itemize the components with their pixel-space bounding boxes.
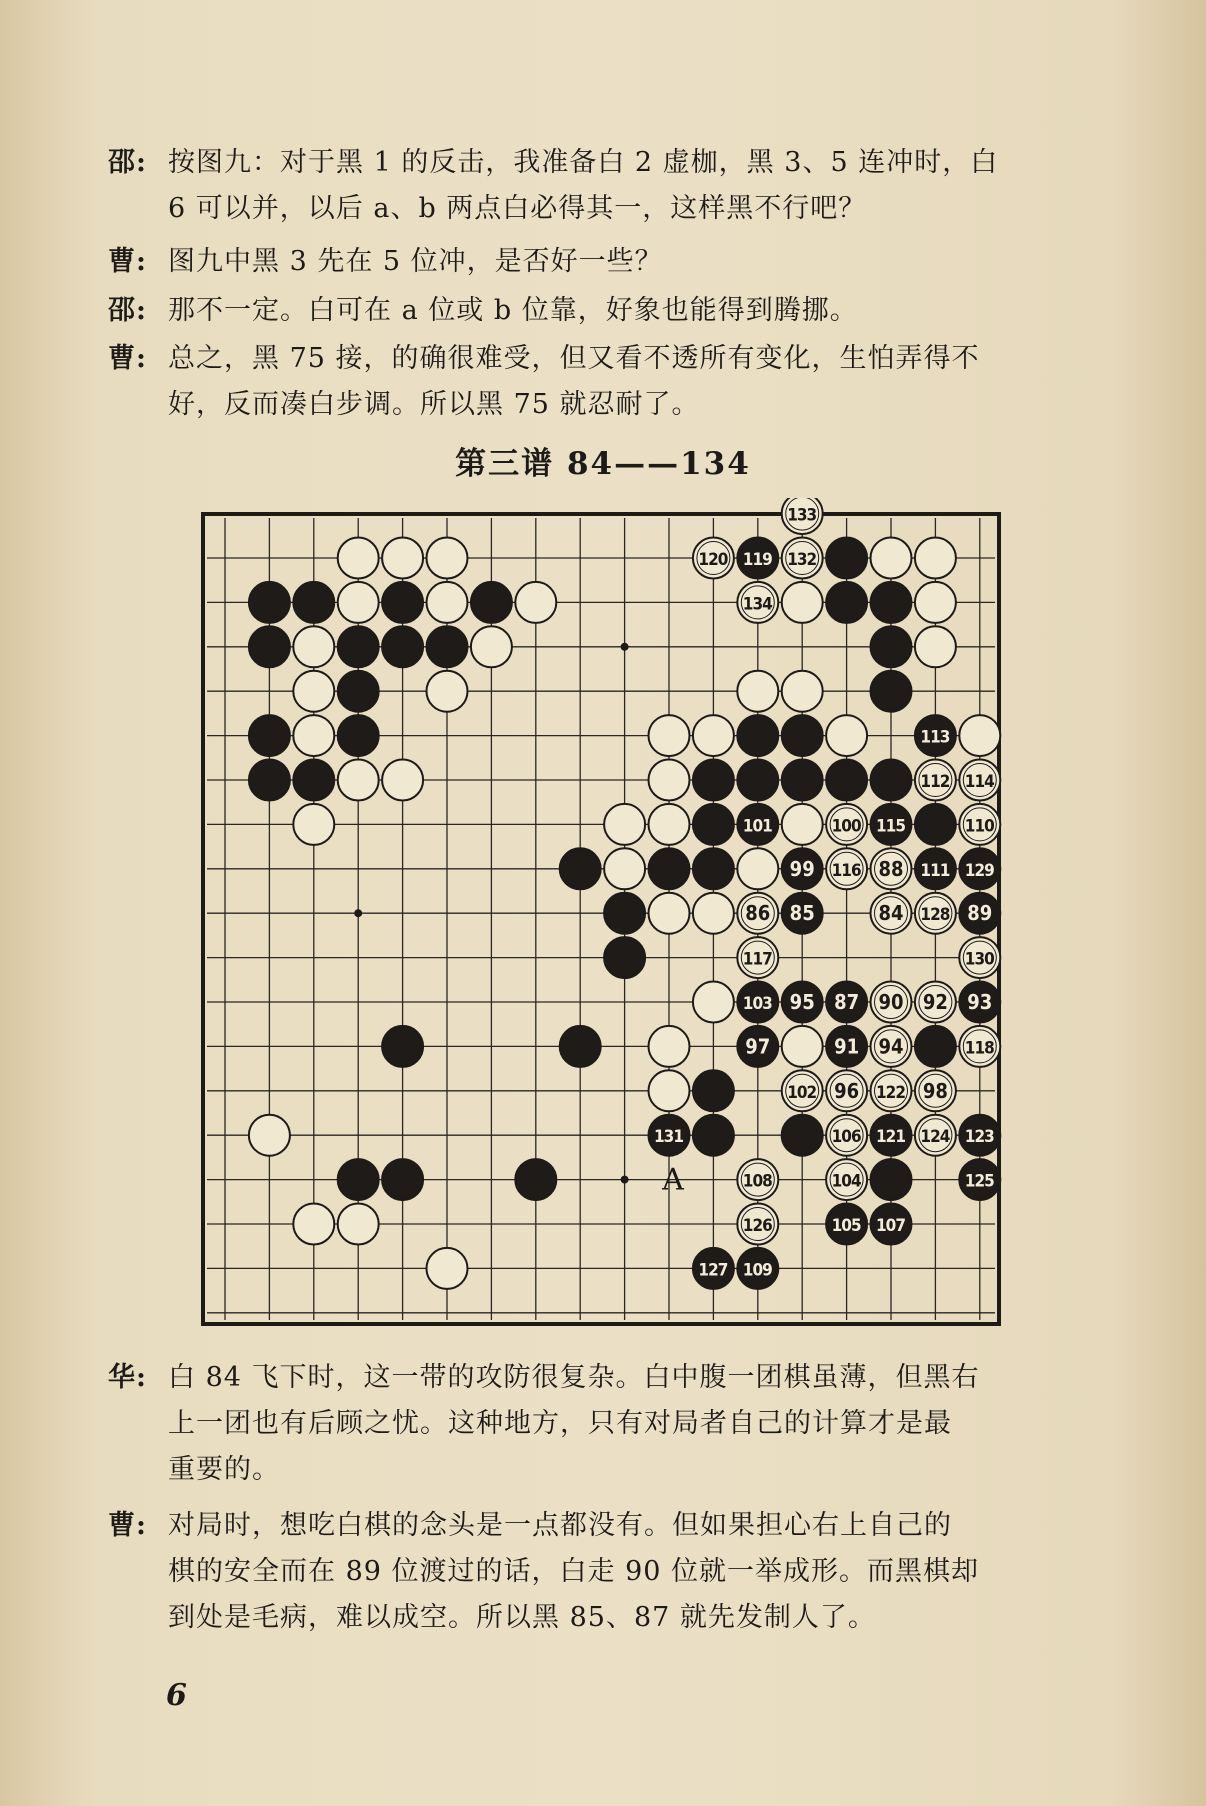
white-stone [338,538,379,579]
move-number: 111 [920,860,951,881]
move-number: 97 [745,1034,771,1059]
black-stone [871,671,912,712]
move-number: 118 [964,1038,995,1059]
white-stone [782,671,823,712]
black-stone [782,760,823,801]
black-stone [338,626,379,667]
white-stone [693,715,734,756]
line: 棋的安全而在 89 位渡过的话，白走 90 位就一举成形。而黑棋却 [168,1556,980,1587]
line: 总之，黑 75 接，的确很难受，但又看不透所有变化，生怕弄得不 [168,343,980,374]
line: 对局时，想吃白棋的念头是一点都没有。但如果担心右上自己的 [168,1510,952,1541]
black-stone [293,760,334,801]
white-stone [427,538,468,579]
white-stone [338,760,379,801]
white-stone [515,582,556,623]
black-stone [338,1159,379,1200]
speaker: 邵: [108,295,147,326]
white-stone [604,804,645,845]
page-number: 6 [166,1678,187,1713]
white-stone [871,538,912,579]
black-stone [782,1115,823,1156]
move-number: 87 [834,990,860,1014]
move-number: 88 [878,856,904,881]
black-stone [693,1070,734,1111]
black-stone [915,1026,956,1067]
move-number: 98 [922,1078,948,1103]
dialogue-2 [108,239,1098,285]
dialogue-6 [108,1503,1098,1641]
white-stone [249,1115,290,1156]
white-stone [604,848,645,889]
black-stone [382,1159,423,1200]
black-stone [604,937,645,978]
line: 重要的。 [168,1454,280,1485]
move-number: 108 [742,1171,773,1192]
move-number: 113 [920,727,951,748]
line: 按图九：对于黑 1 的反击，我准备白 2 虚枷，黑 3、5 连冲时，白 [168,147,999,178]
white-stone [293,671,334,712]
line: 图九中黑 3 先在 5 位冲，是否好一些？ [168,246,663,277]
star-point [621,1176,629,1184]
move-number: 112 [920,772,951,792]
white-stone [959,715,1000,756]
move-number: 116 [831,860,862,881]
white-stone [293,715,334,756]
move-number: 134 [742,594,773,615]
move-number: 86 [745,901,771,926]
black-stone [737,760,778,801]
white-stone [915,626,956,667]
move-number: 127 [698,1260,729,1281]
move-number: 104 [831,1171,862,1192]
black-stone [293,582,334,623]
line: 白 84 飞下时，这一带的攻防很复杂。白中腹一团棋虽薄，但黑右 [168,1362,980,1393]
move-number: 133 [787,505,818,526]
white-stone [649,804,690,845]
move-number: 101 [742,816,773,837]
line: 上一团也有后顾之忧。这种地方，只有对局者自己的计算才是最 [168,1408,952,1439]
white-stone [338,582,379,623]
white-stone [649,760,690,801]
dialogue-5 [108,1355,1098,1493]
black-stone [427,626,468,667]
white-stone [338,1204,379,1245]
white-stone [427,1248,468,1289]
line: 6 可以并，以后 a、b 两点白必得其一，这样黑不行吧？ [168,193,867,224]
black-stone [249,582,290,623]
move-number: 131 [654,1127,684,1148]
move-number: 121 [876,1127,906,1148]
go-board-diagram [198,498,1008,1332]
dialogue-1 [108,140,1098,232]
white-stone [649,1026,690,1067]
line: 好，反而凑白步调。所以黑 75 就忍耐了。 [168,389,700,420]
move-number: 122 [876,1082,906,1103]
move-number: 102 [787,1082,818,1103]
white-stone [826,715,867,756]
black-stone [693,848,734,889]
move-number: 95 [789,990,815,1014]
move-number: 84 [878,901,904,926]
white-stone [737,671,778,712]
white-stone [293,626,334,667]
black-stone [471,582,512,623]
black-stone [249,626,290,667]
white-stone [293,804,334,845]
move-number: 92 [922,990,948,1014]
black-stone [338,671,379,712]
black-stone [737,715,778,756]
black-stone [604,893,645,934]
move-number: 119 [742,550,773,570]
black-stone [871,760,912,801]
move-number: 106 [831,1127,862,1148]
white-stone [782,804,823,845]
white-stone [427,582,468,623]
black-stone [382,626,423,667]
move-number: 132 [787,550,818,570]
move-number: 114 [964,772,995,792]
move-number: 117 [742,949,773,970]
move-number: 105 [831,1216,862,1236]
move-number: 89 [967,901,993,926]
black-stone [871,626,912,667]
black-stone [382,582,423,623]
move-number: 125 [964,1171,995,1192]
black-stone [560,848,601,889]
move-number: 110 [964,816,995,837]
black-stone [693,804,734,845]
white-stone [649,893,690,934]
move-number: 103 [742,994,773,1014]
black-stone [826,582,867,623]
move-number: 115 [876,816,906,837]
black-stone [826,538,867,579]
black-stone [871,582,912,623]
white-stone [649,715,690,756]
speaker: 曹: [108,343,147,374]
move-number: 96 [834,1078,860,1103]
white-stone [293,1204,334,1245]
move-number: 94 [878,1034,904,1059]
white-stone [693,893,734,934]
move-number: 90 [878,990,904,1014]
dialogue-3 [108,288,1098,334]
diagram-title: 第三谱 84——134 [455,446,751,482]
speaker: 华: [108,1362,147,1393]
black-stone [782,715,823,756]
white-stone [915,538,956,579]
move-number: 123 [964,1127,995,1148]
black-stone [915,804,956,845]
black-stone [560,1026,601,1067]
move-number: 99 [789,856,815,881]
speaker: 曹: [108,246,147,277]
white-stone [382,760,423,801]
white-stone [382,538,423,579]
move-number: 93 [967,990,993,1014]
white-stone [649,1070,690,1111]
star-point [354,909,362,917]
move-number: 85 [789,901,815,926]
speaker: 邵: [108,147,147,178]
speaker: 曹: [108,1510,147,1541]
move-number: 124 [920,1127,951,1148]
move-number: 107 [876,1216,906,1236]
move-number: 126 [742,1216,773,1236]
white-stone [471,626,512,667]
star-point [621,643,629,651]
white-stone [782,1026,823,1067]
black-stone [382,1026,423,1067]
line: 那不一定。白可在 a 位或 b 位靠，好象也能得到腾挪。 [168,295,858,326]
white-stone [915,582,956,623]
black-stone [693,760,734,801]
black-stone [515,1159,556,1200]
black-stone [649,848,690,889]
line: 到处是毛病，难以成空。所以黑 85、87 就先发制人了。 [168,1602,876,1633]
dialogue-4 [108,336,1098,428]
white-stone [737,848,778,889]
move-number: 120 [698,550,729,570]
move-number: 130 [964,949,995,970]
move-number: 129 [964,860,995,881]
move-number: 109 [742,1260,773,1281]
black-stone [338,715,379,756]
move-number: 91 [834,1034,860,1059]
black-stone [249,760,290,801]
black-stone [249,715,290,756]
move-number: 100 [831,816,862,837]
point-label-a: A [662,1162,684,1198]
black-stone [826,760,867,801]
white-stone [782,582,823,623]
black-stone [871,1159,912,1200]
white-stone [693,982,734,1023]
move-number: 128 [920,905,951,926]
black-stone [693,1115,734,1156]
white-stone [427,671,468,712]
